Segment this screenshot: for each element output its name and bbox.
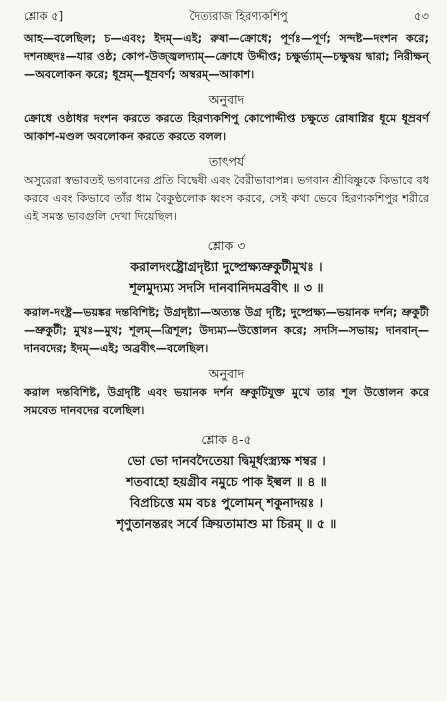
running-header: [24, 8, 429, 30]
purport-heading: তাৎপর্য: [208, 154, 245, 169]
verse-4-5-line: শতবাহো হয়গ্রীব নমুচে পাক ইল্বল ॥ ৪ ॥: [126, 474, 327, 489]
purport-text: অসুরেরা স্বভাবতই ভগবানের প্রতি বিদ্বেষী এবং বৈরীভাবাপন্ন। ভগবান শ্রীবিষ্ণুকে কিভাবে বধ করবে এবং কিভাবে তাঁর ধাম বৈকুণ্ঠলোক ধ্বংস করবে, সেই কথা ভেবে হিরণ্যকশিপুর শরীরে এই সমস্ত ভাবগুলি দেখা দিয়েছিল।: [24, 174, 429, 223]
verse-3-heading: শ্লোক ৩: [207, 238, 246, 253]
translation-heading-3: অনুবাদ: [208, 366, 245, 381]
verse-3-line-2: শূলমুদ্যম্য সদসি দানবানিদমব্রবীৎ ॥ ৩ ॥: [129, 280, 324, 295]
header-title: দৈত্যরাজ হিরণ্যকশিপু: [189, 9, 288, 23]
verse-4-5-heading: শ্লোক ৪-৫: [201, 432, 252, 447]
synonyms-verse-3: করাল-দংষ্ট্র—ভয়ঙ্কর দন্তবিশিষ্ট; উগ্রদৃষ্ট্যা—অত্যন্ত উগ্র দৃষ্টি; দুষ্প্রেক্ষ্য—ভয়ানক দর্শন; ভ্রুকুটী—ভ্রুকুটী; মুখঃ—মুখ; শূলম্—ত্রিশূল; উদ্যম্য—উত্তোলন করে; সদসি—সভায়; দানবান্—দানবদের; ইদম্—এই; অব্রবীৎ—বলেছিল।: [24, 306, 429, 355]
verse-4-5-line: শৃণুতানন্তরং সর্বে ক্রিয়তামাশু মা চিরম্ ॥ ৫ ॥: [116, 516, 337, 531]
translation-text-3: করাল দন্তবিশিষ্ট, উগ্রদৃষ্টি এবং ভয়ানক দর্শন ভ্রুকুটিযুক্ত মুখে তার শূল উত্তোলন করে সমবেত দানবদের বলেছিল।: [24, 386, 429, 417]
synonyms-verse-2: আহ—বলেছিল; চ—এবং; ইদম্—এই; রুষা—ক্রোধে; পূর্ণঃ—পূর্ণ; সন্দষ্ট—দংশন করে; দশনচ্ছদঃ—যার ওষ্ঠ; কোপ-উজ্জ্বলদ্যাম্—ক্রোধে উদ্দীপ্ত; চক্ষুর্ভ্যাম্—চক্ষুদ্বয় দ্বারা; নিরীক্ষন্—অবলোকন করে; ধূম্রম্—ধূম্রবর্ণ; অম্বরম্—আকাশ।: [24, 32, 429, 81]
verse-3-line-1: করালদংষ্ট্রোগ্রদৃষ্ট্যা দুষ্প্রেক্ষ্যভ্রুকুটীমুখঃ ।: [130, 259, 323, 274]
page-number: ৫৩: [414, 9, 429, 23]
translation-heading-2: অনুবাদ: [208, 92, 245, 107]
header-verse-ref: শ্লোক ৫]: [24, 9, 64, 23]
translation-text-2: ক্রোধে ওষ্ঠাধর দংশন করতে করতে হিরণ্যকশিপু কোপোদ্দীপ্ত চক্ষুতে রোষাগ্নির ধূমে ধূম্রবর্ণ আকাশ-মণ্ডল অবলোকন করতে করতে বলল।: [24, 112, 429, 143]
verse-4-5-line: বিপ্রচিত্তে মম বচঃ পুলোমন্ শকুনাদয়ঃ ।: [129, 495, 324, 510]
verse-4-5-line: ভো ভো দানবদৈতেয়া দ্বিমূর্ধংস্ত্র্যক্ষ শম্বর ।: [127, 453, 326, 468]
